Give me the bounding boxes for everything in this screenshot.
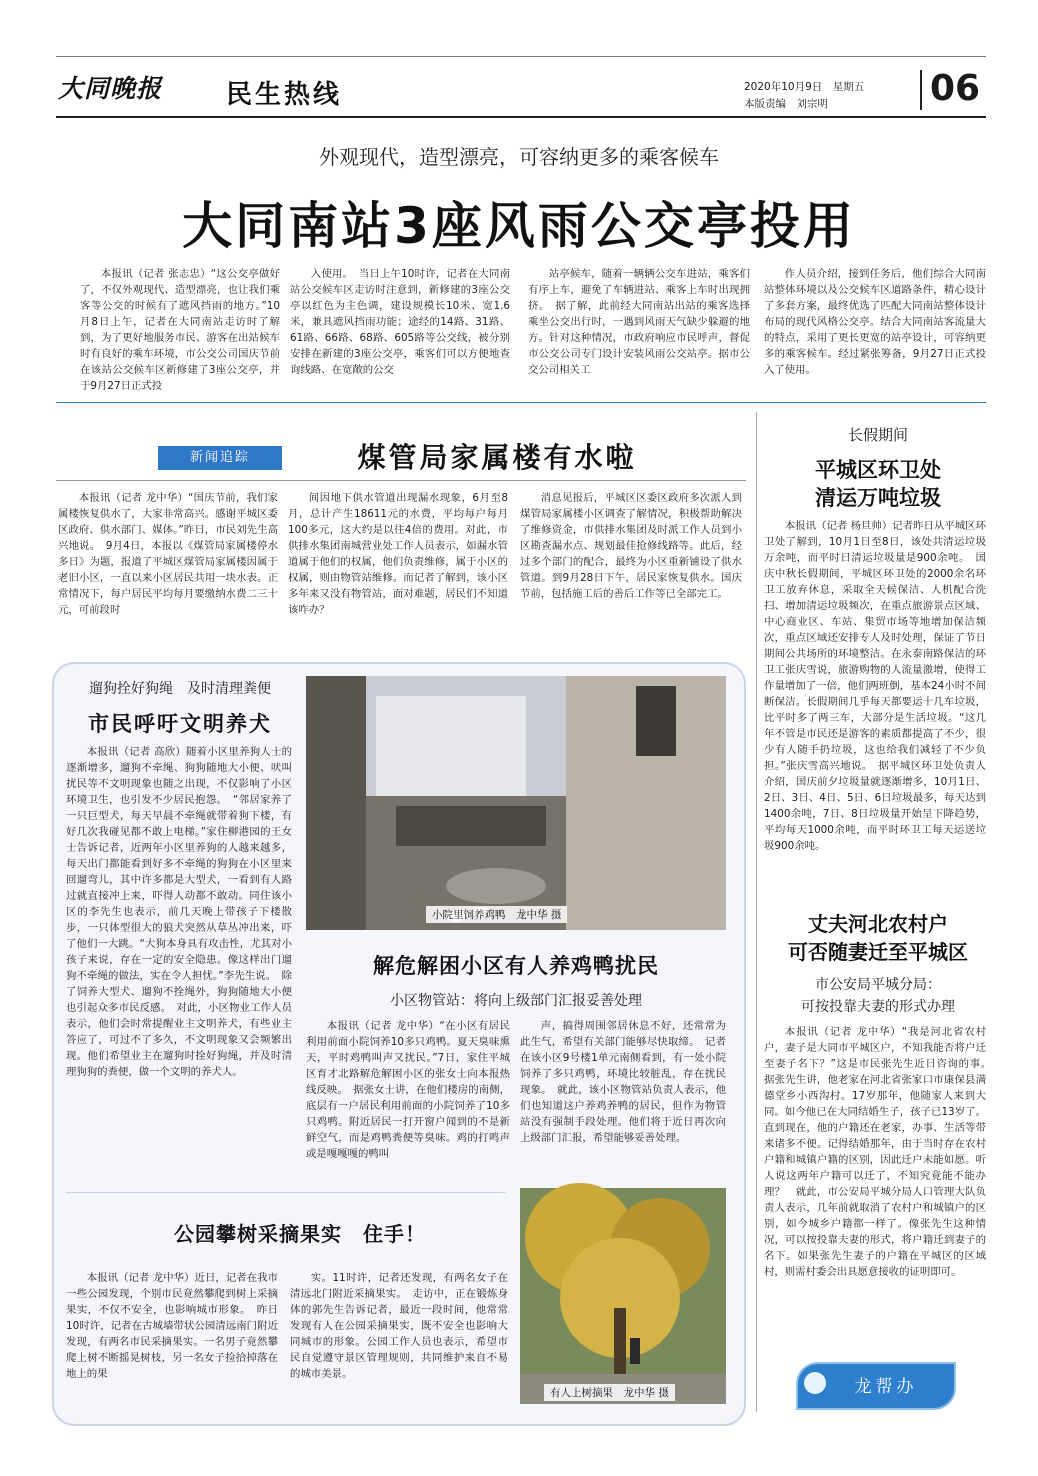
dogs-headline: 市民呼吁文明养犬 [88, 712, 272, 736]
issue-date: 2020年10月9日 星期五 [744, 81, 865, 93]
hukou-body-text: 本报讯（记者 龙中华）“我是河北省农村户，妻子是大同市平城区户，不知我能否将户迁至妻子名下？”这是市民张先生近日咨询的事。 据张先生讲，他老家在河北省张家口市康保县满德堂乡小西沟村。17岁那年，他随家人来到大同。如今他已在大同结婚生子，孩子已13岁了。直到现在，他的户籍还在老家，办事、生活等带来诸多不便。记得结婚那年，由于当时存在农村户籍和城镇户籍的区别，因此迁户未能如愿。听人说这两年户籍可以迁了，不知究竟能不能办理？ 就此，市公安局平城分局人口管理大队负责人表示，几年前就取消了农村户和城镇户的区别，如今城乡户籍都一样了。像张先生这种情况，可以按投靠夫妻的形式，将户籍迁到妻子的名下。如果张先生妻子的户籍在平城区的区域村，则需村委会出具愿意接收的证明即可。 [764, 1026, 997, 1278]
garbage-kicker: 长假期间 [847, 426, 908, 444]
park-column-1 [66, 1270, 278, 1400]
park-column-2-text: 实。11时许，记者还发现，有两名女子在清远北门附近采摘果实。 走访中，正在锻炼身体的郭先生告诉记者，最近一段时间，他常常发现有人在公园采摘果实，既不安全也影响大同城市的形象。公园工作人员也表示，希望市民自觉遵守景区管理规则，共同维护来自不易的城市美景。 [290, 1272, 508, 1380]
right-column-divider [756, 412, 757, 1412]
top-rule [56, 56, 986, 57]
lead-column-1-text: 本报讯（记者 张志忠）“这公交亭做好了，不仅外观现代、造型漂亮，也让我们乘客等公交的时候有了遮风挡雨的地方。”10月8日上午，记者在大同南站走访时了解到，为了更好地服务市民、游客在出站候车时有良好的乘车环境，市公交公司国庆节前在该站公交候车区新修建了3座公交亭，并于9月27日正式投 [80, 268, 280, 392]
page-number-divider [920, 70, 922, 110]
garbage-body [764, 518, 986, 896]
dogs-body-text: 本报讯（记者 高欣）随着小区里养狗人士的逐渐增多，遛狗不牵绳、狗狗随地大小便、吠叫扰民等不文明现象也随之出现，不仅影响了小区环境卫生，也引发不少居民抱怨。 “邻居家养了一只巨型犬，每天早晨不牵绳就带着狗下楼，有好几次我碰见都不敢上电梯。”家住柳港园的王女士告诉记者，近两年小区里养狗的人越来越多，每天出门都能看到好多不牵绳的狗狗在小区里来回遛弯儿，其中许多都是大型犬，一看到有人路过就直接冲上来，吓得人动都不敢动。同住该小区的李先生也表示，前几天晚上带孩子下楼散步，一只体型很大的狼犬突然从草丛冲出来，吓了他们一大跳。“大狗本身具有攻击性，尤其对小孩子来说，存在一定的安全隐患。像这样出门遛狗不牵绳的做法，实在令人担忧。”李先生说。 除了饲养大型犬、遛狗不拴绳外，狗狗随地大小便也引起众多市民反感。 对此，小区物业工作人员表示，他们会时常提醒业主文明养犬，有些业主答应了，可过不了多久，不文明现象又会频繁出现。他们希望业主在遛狗时拴好狗绳，并及时清理狗狗的粪便，做一个文明的养犬人。 [66, 746, 292, 1078]
garbage-headline-line2: 清运万吨垃圾 [815, 486, 941, 510]
garbage-body-text: 本报讯（记者 杨旦帅）记者昨日从平城区环卫处了解到，10月1日至8日，该处共清运垃圾万余吨，而平时日清运垃圾量是900余吨。 国庆中秋长假期间，平城区环卫处的2000余名环卫工放弃休息，采取全天候保洁、人机配合洗扫、增加清运垃圾频次，在重点旅游景点区域、中心商业区、车站、集贸市场等地增加保洁频次，重点区域还安排专人及时处理，保证了节日期间公共场所的环境整洁。在永泰南路保洁的环卫工张庆雪说，旅游购物的人流量激增，使得工作量增加了一倍，他们两班倒，基本24小时不间断保洁。长假期间几乎每天都要运十几车垃圾，比平时多了两三车，大部分是生活垃圾。“这几年不管是市民还是游客的素质都提高了不少，很少有人随手扔垃圾，这也给我们减轻了不少负担。”张庆雪高兴地说。 据平城区环卫处负责人介绍，国庆前夕垃圾量就逐渐增多，10月1日、2日、3日、4日、5日、6日垃圾最多，每天达到1400余吨，7日、8日垃圾量开始呈下降趋势，平均每天1000余吨，而平时环卫工每天运送垃圾900余吨。 [764, 520, 986, 852]
hukou-headline-line2: 可否随妻迁至平城区 [788, 940, 968, 964]
lead-column-3-text: 站亭候车，随着一辆辆公交车进站，乘客们有序上车，避免了车辆进站、乘客上车时出现拥挤。 据了解，此前经大同南站出站的乘客选择乘坐公交出行时，一遇到风雨天气缺少躲避的地方。针对这种情况，市政府响应市民呼声，督促市公交公司专门设计安装风雨公交站亭。据市公交公司相关工 [528, 268, 750, 376]
hukou-subhead-line1: 市公安局平城分局： [815, 977, 941, 993]
newspaper-logo: 大同晚报 [58, 74, 163, 103]
lead-column-3 [528, 266, 750, 394]
dogs-kicker: 遛狗拴好狗绳 及时清理粪便 [89, 681, 271, 697]
courtyard-illustration [306, 676, 726, 930]
coal-headline: 煤管局家属楼有水啦 [357, 441, 637, 474]
longbangban-label: 龙帮办 [854, 1377, 918, 1397]
park-column-1-text: 本报讯（记者 龙中华）近日，记者在我市一些公园发现，个别市民竟然攀爬到树上采摘果实，不仅不安全，也影响城市形象。 昨日10时许，记者在古城墙带状公园清远南门附近发现，有两名市民采摘果实。一名男子竟然攀爬上树不断摇晃树枝，另一名女子捡拾掉落在地上的果 [66, 1272, 278, 1380]
ducks-column-2-text: 声，搞得周围邻居休息不好，还常常为此生气，希望有关部门能够尽快取缔。 记者在该小区9号楼1单元南侧看到，有一处小院饲养了多只鸡鸭，环境比较脏乱，存在扰民现象。 就此，该小区物管站负责人表示，他们也知道这户养鸡养鸭的居民，但作为物管站没有强制手段处理。他们将于近日再次向上级部门汇报，希望能够妥善处理。 [520, 1020, 726, 1144]
panel-divider [66, 1192, 506, 1193]
lead-column-1 [80, 266, 280, 394]
lead-column-2-text: 入使用。 当日上午10时许，记者在大同南站公交候车区走访时注意到，新修建的3座公交亭以红色为主色调，建设规模长10米、宽1.6米，兼具遮风挡雨功能；途经的14路、31路、61路、66路、68路、605路等公交线，被分别安排在新建的3座公交亭，乘客们可以方便地查询线路、在宽敞的公交 [290, 268, 510, 376]
garbage-headline-line1: 平城区环卫处 [815, 458, 941, 482]
park-column-2 [290, 1270, 508, 1400]
coal-column-1 [58, 490, 278, 650]
page-number: 06 [930, 68, 981, 109]
lead-column-2 [290, 266, 510, 394]
lead-column-4-text: 作人员介绍，接到任务后，他们综合大同南站整体环境以及公交候车区道路条件，精心设计了多套方案，最终优选了匹配大同南站整体设计布局的现代风格公交亭。结合大同南站客流量大的特点，采用了更长更宽的站亭设计，可容纳更多的乘客候车。经过紧张筹备，9月27日正式投入了使用。 [764, 268, 986, 376]
coal-column-3-text: 消息见报后，平城区区委区政府多次派人到煤管局家属楼小区调查了解情况，积极帮助解决了维修资金，市供排水集团及时派工作人员到小区勘查漏水点、规划最佳抢修线路等。此后，经过多个部门的配合，最终为小区重新铺设了供水管道。到9月28日下午，居民家恢复供水。国庆节前，包括施工后的善后工作等已全部完工。 [520, 492, 742, 600]
coal-headline-rule [56, 480, 746, 481]
lead-column-4 [764, 266, 986, 394]
ducks-subhead: 小区物管站：将向上级部门汇报妥善处理 [390, 993, 642, 1009]
coal-column-2-text: 间因地下供水管道出现漏水现象，6月至8月，总计产生18611元的水费，平均每户每月100多元，这大约是以往4倍的费用。对此，市供排水集团南城营业处工作人员表示，如漏水管道属于他们的权属，他们负责维修，属于小区的权属，则由物管站维修。而记者了解到，该小区多年来又没有物管站，面对难题，居民们不知道该咋办？ [288, 492, 508, 616]
ducks-photo [306, 676, 726, 930]
ducks-column-1 [306, 1018, 510, 1182]
lead-subtitle: 外观现代，造型漂亮，可容纳更多的乘客候车 [319, 145, 719, 169]
lead-bottom-rule [56, 402, 986, 403]
ducks-headline: 解危解困小区有人养鸡鸭扰民 [373, 954, 659, 978]
coal-column-2 [288, 490, 508, 650]
longbangban-icon [804, 1372, 826, 1394]
park-photo [520, 1188, 726, 1404]
tree-illustration [520, 1188, 726, 1404]
ducks-column-2 [520, 1018, 726, 1182]
lead-headline: 大同南站3座风雨公交亭投用 [182, 197, 856, 255]
ducks-photo-caption: 小院里饲养鸡鸭 龙中华 摄 [426, 906, 567, 923]
hukou-headline-line1: 丈夫河北农村户 [808, 912, 948, 936]
dogs-body [66, 744, 292, 1176]
coal-column-3 [520, 490, 742, 650]
page-editor: 本版责编 刘宗明 [744, 98, 828, 110]
park-photo-caption: 有人上树摘果 龙中华 摄 [544, 1384, 675, 1401]
hukou-subhead-line2: 可按投靠夫妻的形式办理 [801, 999, 955, 1015]
masthead-rule [56, 116, 986, 118]
coal-column-1-text: 本报讯（记者 龙中华）“国庆节前，我们家属楼恢复供水了，大家非常高兴。感谢平城区委区政府、供水部门、媒体。”昨日，市民刘先生高兴地说。 9月4日，本报以《煤管局家属楼停水多日》为题，报道了平城区煤管局家属楼因属于老旧小区，一直以来小区居民共用一块水表。正常情况下，每户居民平均每月要缴纳水费二三十元，可前段时 [58, 492, 278, 616]
park-headline: 公园攀树采摘果实 住手！ [174, 1222, 426, 1246]
section-title: 民生热线 [226, 80, 343, 110]
news-followup-tag: 新闻追踪 [158, 446, 282, 470]
ducks-column-1-text: 本报讯（记者 龙中华）“在小区有居民利用前面小院饲养10多只鸡鸭。夏天臭味熏天，平时鸡鸭叫声又扰民。”7日，家住平城区育才北路解危解困小区的张女士向本报热线反映。 据张女士讲，在他们楼房的南侧，底层有一户居民利用前面的小院饲养了10多只鸡鸭。附近居民一打开窗户闻到的不是新鲜空气，而是鸡鸭粪便等臭味。鸡的打鸣声或是嘎嘎嘎的鸭叫 [306, 1020, 510, 1160]
hukou-body [764, 1024, 997, 1344]
